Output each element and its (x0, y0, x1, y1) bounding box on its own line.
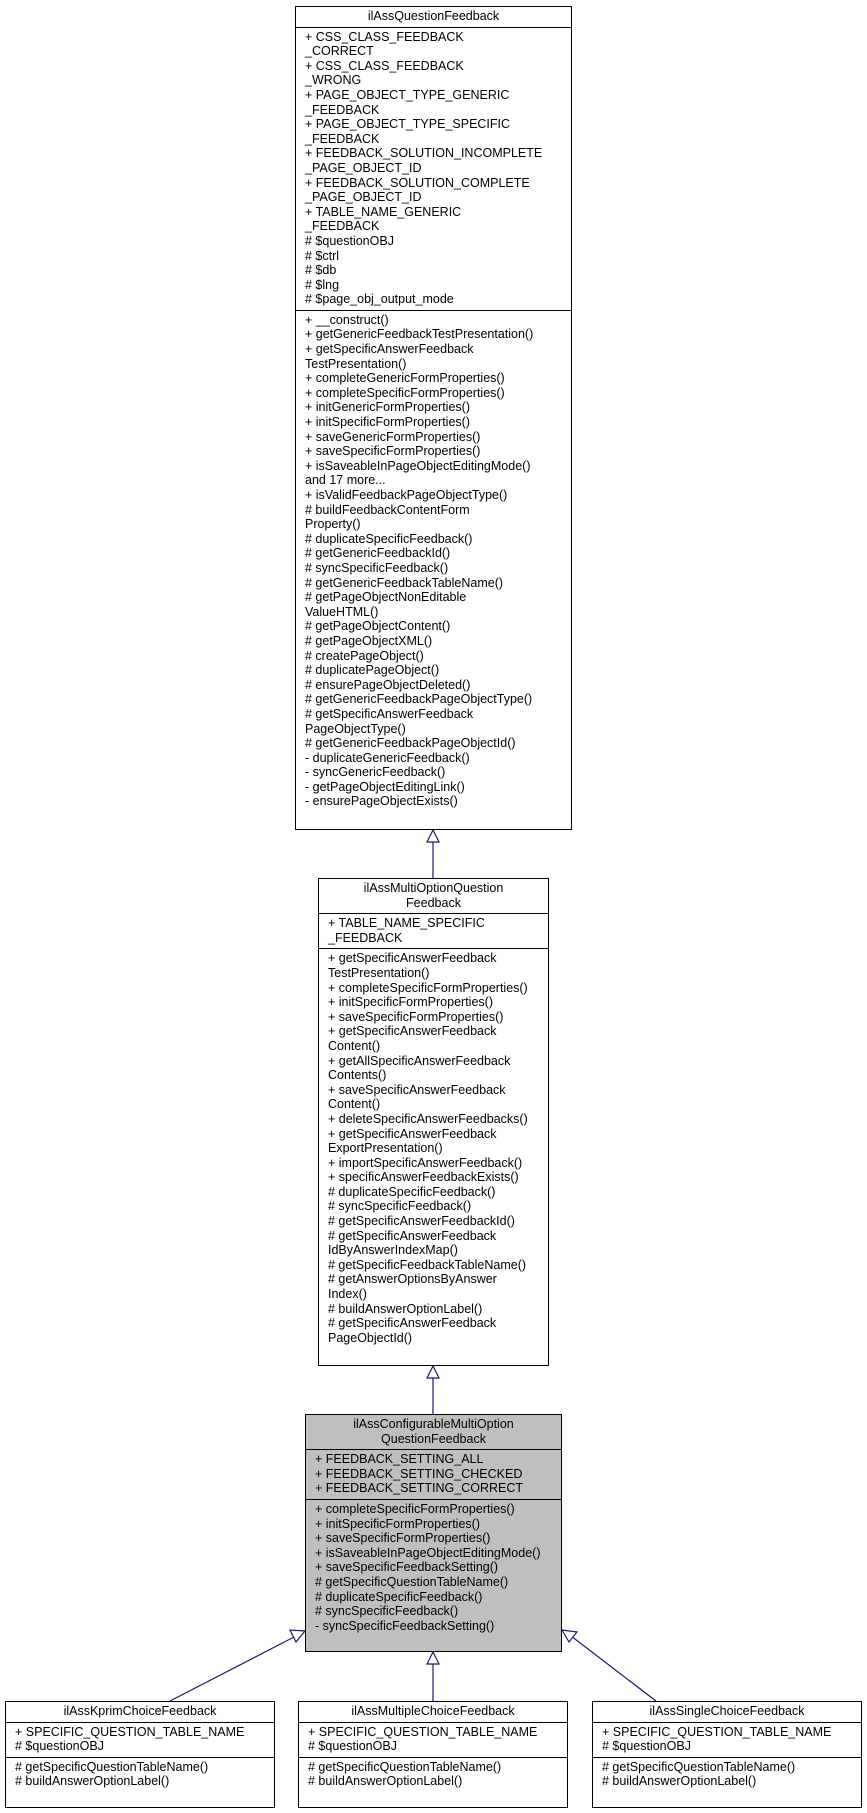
member-line: PageObjectType() (305, 721, 406, 736)
edge-singlechoice-to-configurable (571, 1636, 656, 1701)
member-line: + SPECIFIC_QUESTION_TABLE_NAME (308, 1724, 538, 1739)
member-line: - duplicateGenericFeedback() (305, 750, 470, 765)
member-line: # $questionOBJ (305, 233, 394, 248)
member-line: + SPECIFIC_QUESTION_TABLE_NAME (602, 1724, 832, 1739)
member-line: _PAGE_OBJECT_ID (305, 160, 422, 175)
member-line: + completeSpecificFormProperties() (328, 980, 528, 995)
member-line: + CSS_CLASS_FEEDBACK (305, 29, 464, 44)
member-line: + getSpecificAnswerFeedback (328, 1126, 497, 1141)
member-line: Property() (305, 517, 361, 532)
member-line: + getSpecificAnswerFeedback (328, 951, 497, 966)
member-line: # buildFeedbackContentForm (305, 502, 470, 517)
member-line: + saveSpecificFormProperties() (328, 1009, 504, 1024)
member-line: + saveGenericFormProperties() (305, 429, 481, 444)
member-line: + FEEDBACK_SOLUTION_COMPLETE (305, 175, 530, 190)
member-line: # getGenericFeedbackPageObjectId() (305, 736, 516, 751)
member-line: # getGenericFeedbackId() (305, 546, 451, 561)
class-ilassconfigurablemultioptionquestionfeedback[interactable] (305, 1414, 562, 1652)
attributes-section (296, 28, 571, 310)
member-line: # syncSpecificFeedback() (315, 1604, 459, 1619)
member-line: Content() (328, 1038, 381, 1053)
member-line: TestPresentation() (305, 356, 407, 371)
member-line: + importSpecificAnswerFeedback() (328, 1155, 523, 1170)
class-title (319, 879, 548, 914)
member-line: + completeSpecificFormProperties() (305, 385, 505, 400)
arrowhead-configurable-left (290, 1630, 305, 1642)
methods-section (6, 1757, 274, 1792)
member-line: # syncSpecificFeedback() (305, 560, 449, 575)
member-line: # buildAnswerOptionLabel() (602, 1774, 757, 1789)
member-line: # $ctrl (305, 248, 340, 263)
attributes-section (319, 914, 548, 948)
member-line: # duplicatePageObject() (305, 663, 440, 678)
member-line: # buildAnswerOptionLabel() (15, 1774, 170, 1789)
member-line: + SPECIFIC_QUESTION_TABLE_NAME (15, 1724, 245, 1739)
member-line: ValueHTML() (305, 604, 379, 619)
member-line: + initGenericFormProperties() (305, 400, 470, 415)
member-line: Feedback (406, 895, 461, 910)
member-line: ExportPresentation() (328, 1141, 443, 1156)
member-line: # getSpecificQuestionTableName() (15, 1759, 209, 1774)
member-line: _FEEDBACK (305, 219, 380, 234)
arrowhead-questionfeedback (427, 830, 439, 842)
member-line: # $db (305, 263, 337, 278)
member-line: # duplicateSpecificFeedback() (305, 531, 473, 546)
member-line: + CSS_CLASS_FEEDBACK (305, 58, 464, 73)
member-line: Contents() (328, 1068, 387, 1083)
member-line: PageObjectId() (328, 1330, 413, 1345)
class-title: ilAssMultipleChoiceFeedback (299, 1702, 567, 1723)
member-line: - syncGenericFeedback() (305, 765, 446, 780)
member-line: + saveSpecificFormProperties() (305, 444, 481, 459)
member-line: # getSpecificAnswerFeedbackId() (328, 1214, 515, 1229)
member-line: + FEEDBACK_SOLUTION_INCOMPLETE (305, 146, 543, 161)
member-line: # getSpecificAnswerFeedback (328, 1316, 497, 1331)
member-line: # $page_obj_output_mode (305, 292, 454, 307)
member-line: # getGenericFeedbackTableName() (305, 575, 504, 590)
member-line: # getSpecificQuestionTableName() (308, 1759, 502, 1774)
class-ilassmultiplechoicefeedback[interactable] (298, 1701, 568, 1808)
member-line: + completeSpecificFormProperties() (315, 1501, 515, 1516)
member-line: IdByAnswerIndexMap() (328, 1243, 458, 1258)
member-line: # getSpecificAnswerFeedback (328, 1228, 497, 1243)
methods-section (319, 948, 548, 1348)
attributes-section (6, 1723, 274, 1757)
member-line: # $questionOBJ (15, 1739, 104, 1754)
member-line: _CORRECT (305, 44, 374, 59)
member-line: + TABLE_NAME_GENERIC (305, 204, 462, 219)
member-line: _FEEDBACK (305, 131, 380, 146)
class-title (306, 1415, 561, 1450)
member-line: - syncSpecificFeedbackSetting() (315, 1618, 495, 1633)
member-line: + isValidFeedbackPageObjectType() (305, 488, 508, 502)
class-title: ilAssSingleChoiceFeedback (593, 1702, 861, 1723)
member-line: # getSpecificAnswerFeedback (305, 706, 474, 721)
member-line: _PAGE_OBJECT_ID (305, 190, 422, 205)
member-line: + specificAnswerFeedbackExists() (328, 1170, 519, 1185)
arrowhead-configurable-right (562, 1630, 577, 1642)
member-line: + saveSpecificFormProperties() (315, 1531, 491, 1546)
class-title: ilAssKprimChoiceFeedback (6, 1702, 274, 1723)
member-line: + initSpecificFormProperties() (328, 995, 493, 1010)
member-line: # $lng (305, 277, 340, 292)
member-line: # buildAnswerOptionLabel() (328, 1301, 483, 1316)
member-line: Index() (328, 1287, 367, 1302)
member-line: + FEEDBACK_SETTING_CORRECT (315, 1481, 524, 1496)
member-line: ilAssMultiOptionQuestion (363, 881, 504, 895)
member-line: # buildAnswerOptionLabel() (308, 1774, 463, 1789)
member-line: # duplicateSpecificFeedback() (315, 1589, 483, 1604)
member-line: # ensurePageObjectDeleted() (305, 677, 471, 692)
member-line: + completeGenericFormProperties() (305, 371, 505, 386)
member-line: - getPageObjectEditingLink() (305, 779, 465, 794)
edge-kprim-to-configurable (170, 1636, 296, 1701)
member-line: TestPresentation() (328, 965, 430, 980)
member-line: # getPageObjectXML() (305, 633, 433, 648)
member-line: + deleteSpecificAnswerFeedbacks() (328, 1111, 528, 1126)
attributes-section (593, 1723, 861, 1757)
methods-section (593, 1757, 861, 1792)
methods-section (306, 1499, 561, 1636)
class-ilassquestionfeedback[interactable] (295, 6, 572, 830)
member-line: # syncSpecificFeedback() (328, 1199, 472, 1214)
member-line: + FEEDBACK_SETTING_ALL (315, 1452, 484, 1467)
member-line: # getPageObjectNonEditable (305, 590, 467, 605)
member-line: # getSpecificQuestionTableName() (315, 1574, 509, 1589)
class-ilasskprimchoicefeedback[interactable] (5, 1701, 275, 1808)
member-line: + saveSpecificAnswerFeedback (328, 1082, 506, 1097)
member-line: # $questionOBJ (308, 1739, 397, 1754)
member-line: # createPageObject() (305, 648, 424, 663)
class-ilasssinglechoicefeedback[interactable] (592, 1701, 862, 1808)
member-line: + isSaveableInPageObjectEditingMode() (305, 458, 531, 473)
member-line: # getAnswerOptionsByAnswer (328, 1272, 497, 1287)
attributes-section (299, 1723, 567, 1757)
class-title: ilAssQuestionFeedback (296, 7, 571, 28)
member-line: _FEEDBACK (305, 102, 380, 117)
member-line: + getGenericFeedbackTestPresentation() (305, 327, 534, 342)
member-line: # getGenericFeedbackPageObjectType() (305, 692, 533, 707)
attributes-section (306, 1450, 561, 1499)
class-ilassmultioptionquestionfeedback[interactable] (318, 878, 549, 1366)
arrowhead-multioption (427, 1366, 439, 1378)
methods-section (296, 310, 571, 812)
member-line: + getAllSpecificAnswerFeedback (328, 1053, 511, 1068)
member-line: + PAGE_OBJECT_TYPE_SPECIFIC (305, 117, 511, 132)
member-line: # duplicateSpecificFeedback() (328, 1184, 496, 1199)
member-line: + PAGE_OBJECT_TYPE_GENERIC (305, 87, 510, 102)
member-line: # getSpecificQuestionTableName() (602, 1759, 796, 1774)
arrowhead-configurable-center (427, 1652, 439, 1664)
member-line: _WRONG (305, 73, 362, 88)
member-line: and 17 more... (305, 473, 386, 488)
member-line: Content() (328, 1097, 381, 1112)
member-line: _FEEDBACK (328, 930, 403, 945)
member-line: + FEEDBACK_SETTING_CHECKED (315, 1466, 523, 1481)
member-line: + getSpecificAnswerFeedback (328, 1024, 497, 1039)
member-line: + initSpecificFormProperties() (315, 1516, 480, 1531)
member-line: # $questionOBJ (602, 1739, 691, 1754)
member-line: # getSpecificFeedbackTableName() (328, 1257, 527, 1272)
member-line: QuestionFeedback (381, 1431, 486, 1446)
member-line: # getPageObjectContent() (305, 619, 451, 634)
member-line: + __construct() (305, 312, 389, 327)
member-line: + getSpecificAnswerFeedback (305, 342, 474, 357)
member-line: ilAssConfigurableMultiOption (353, 1417, 514, 1431)
member-line: - ensurePageObjectExists() (305, 794, 458, 809)
member-line: + isSaveableInPageObjectEditingMode() (315, 1545, 541, 1560)
methods-section (299, 1757, 567, 1792)
member-line: + saveSpecificFeedbackSetting() (315, 1560, 499, 1575)
member-line: + TABLE_NAME_SPECIFIC (328, 916, 485, 931)
member-line: + initSpecificFormProperties() (305, 415, 470, 430)
